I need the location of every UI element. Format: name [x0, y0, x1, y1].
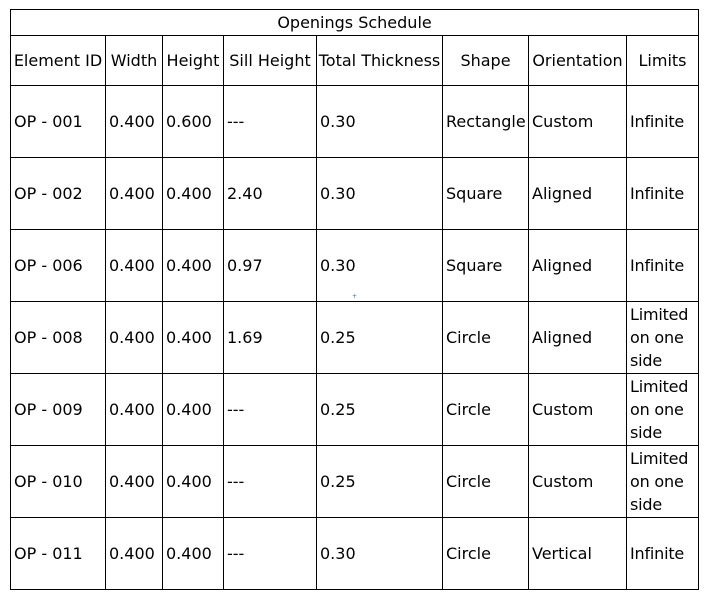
cell-sill-height: 2.40: [224, 158, 317, 230]
cell-width: 0.400: [106, 446, 163, 518]
cell-total-thickness: 0.30: [317, 518, 443, 590]
cell-element-id: OP - 006: [11, 230, 106, 302]
cell-width: 0.400: [106, 158, 163, 230]
column-header-total-thickness: Total Thickness: [317, 36, 443, 86]
table-row: [11, 518, 699, 590]
cell-shape: Circle: [443, 374, 529, 446]
cell-width: 0.400: [106, 518, 163, 590]
cell-height: 0.400: [163, 518, 224, 590]
column-header-orientation: Orientation: [529, 36, 627, 86]
column-header-sill-height: Sill Height: [224, 36, 317, 86]
cell-total-thickness: 0.25: [317, 302, 443, 374]
table-row: [11, 446, 699, 518]
cell-limits: Infinite: [627, 86, 699, 158]
cell-element-id: OP - 008: [11, 302, 106, 374]
cell-height: 0.600: [163, 86, 224, 158]
cell-shape: Circle: [443, 518, 529, 590]
cell-shape: Square: [443, 158, 529, 230]
cell-limits: Limited on one side: [627, 446, 699, 518]
column-header-height: Height: [163, 36, 224, 86]
cell-shape: Circle: [443, 446, 529, 518]
cell-height: 0.400: [163, 158, 224, 230]
cell-orientation: Custom: [529, 374, 627, 446]
table-row: [11, 158, 699, 230]
table-row: [11, 374, 699, 446]
cell-orientation: Aligned: [529, 302, 627, 374]
cell-total-thickness: 0.30: [317, 158, 443, 230]
cell-orientation: Vertical: [529, 518, 627, 590]
table-row: [11, 230, 699, 302]
cell-total-thickness: 0.30: [317, 230, 443, 302]
title-row: [11, 10, 699, 36]
column-header-limits: Limits: [627, 36, 699, 86]
cell-shape: Circle: [443, 302, 529, 374]
cell-orientation: Custom: [529, 446, 627, 518]
cell-width: 0.400: [106, 374, 163, 446]
cell-height: 0.400: [163, 230, 224, 302]
stray-mark: +: [352, 293, 358, 300]
cell-limits: Infinite: [627, 230, 699, 302]
cell-sill-height: 1.69: [224, 302, 317, 374]
column-header-element-id: Element ID: [11, 36, 106, 86]
cell-shape: Rectangle: [443, 86, 529, 158]
cell-element-id: OP - 001: [11, 86, 106, 158]
table-row: [11, 302, 699, 374]
cell-height: 0.400: [163, 302, 224, 374]
cell-element-id: OP - 009: [11, 374, 106, 446]
cell-element-id: OP - 002: [11, 158, 106, 230]
table-row: [11, 86, 699, 158]
cell-width: 0.400: [106, 302, 163, 374]
column-header-width: Width: [106, 36, 163, 86]
cell-shape: Square: [443, 230, 529, 302]
cell-total-thickness: 0.25: [317, 446, 443, 518]
cell-limits: Infinite: [627, 158, 699, 230]
cell-total-thickness: 0.30: [317, 86, 443, 158]
cell-element-id: OP - 011: [11, 518, 106, 590]
cell-total-thickness: 0.25: [317, 374, 443, 446]
cell-orientation: Custom: [529, 86, 627, 158]
header-row: [11, 36, 699, 86]
cell-height: 0.400: [163, 446, 224, 518]
cell-sill-height: 0.97: [224, 230, 317, 302]
cell-sill-height: ---: [224, 86, 317, 158]
cell-width: 0.400: [106, 230, 163, 302]
cell-limits: Infinite: [627, 518, 699, 590]
cell-sill-height: ---: [224, 374, 317, 446]
cell-width: 0.400: [106, 86, 163, 158]
cell-limits: Limited on one side: [627, 302, 699, 374]
cell-height: 0.400: [163, 374, 224, 446]
cell-orientation: Aligned: [529, 158, 627, 230]
cell-sill-height: ---: [224, 518, 317, 590]
column-header-shape: Shape: [443, 36, 529, 86]
cell-limits: Limited on one side: [627, 374, 699, 446]
cell-element-id: OP - 010: [11, 446, 106, 518]
cell-sill-height: ---: [224, 446, 317, 518]
schedule-title: Openings Schedule: [11, 10, 699, 36]
cell-orientation: Aligned: [529, 230, 627, 302]
